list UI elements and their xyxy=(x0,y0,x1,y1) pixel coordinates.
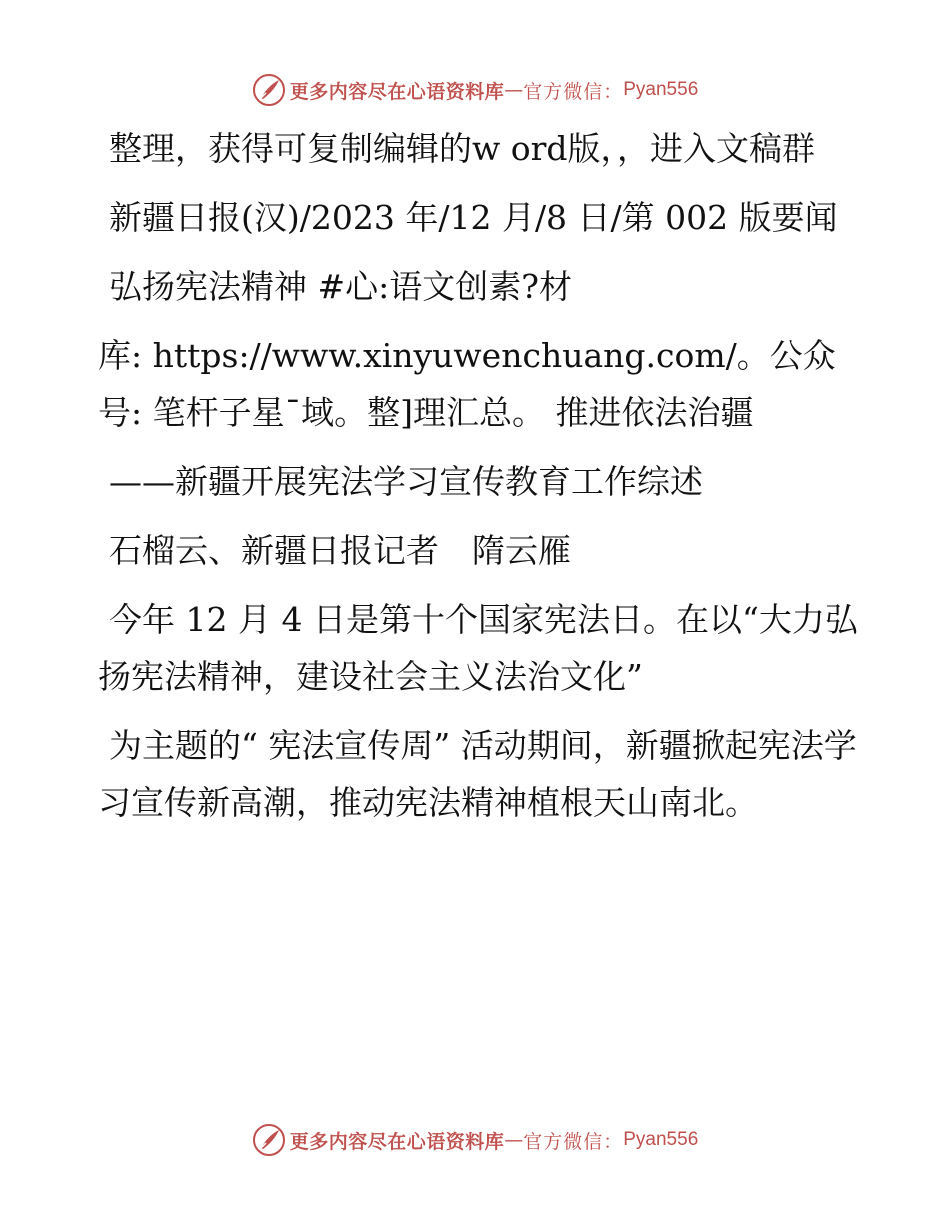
banner-wechat-id: Pyan556 xyxy=(623,79,699,100)
quill-pen-logo-icon xyxy=(252,73,286,107)
paragraph-subtitle: ——新疆开展宪法学习宣传教育工作综述 xyxy=(109,462,703,501)
document-body xyxy=(98,120,858,843)
paragraph-body-1: 今年 12 月 4 日是第十个国家宪法日。在以“大力弘扬宪法精神，建设社会主义法治文化” xyxy=(98,600,858,696)
quill-pen-logo-icon xyxy=(252,1123,286,1157)
paragraph-body-2: 为主题的“ 宪法宣传周” 活动期间，新疆掀起宪法学习宣传新高潮，推动宪法精神植根天山南北。 xyxy=(98,726,857,822)
banner-dash: — xyxy=(504,1129,524,1151)
banner-wechat-label: 官方微信： xyxy=(523,80,624,103)
paragraph-title-line: 弘扬宪法精神 #心:语文创素?材 xyxy=(109,267,572,306)
header-watermark-banner xyxy=(0,70,950,110)
banner-slogan: 更多内容尽在心语资料库 xyxy=(289,80,505,103)
paragraph-intro-note: 整理，获得可复制编辑的w ord版，，进入文稿群 xyxy=(109,129,816,168)
footer-watermark-banner xyxy=(0,1120,950,1160)
banner-wechat-id: Pyan556 xyxy=(623,1129,699,1150)
banner-dash: — xyxy=(504,79,524,101)
paragraph-watermark-url: 库: https://www.xinyuwenchuang.com/。公众号: 笔杆子星¯域。整]理汇总。 推进依法治疆 xyxy=(98,336,836,432)
banner-wechat-label: 官方微信： xyxy=(523,1130,624,1153)
paragraph-byline: 石榴云、新疆日报记者 隋云雁 xyxy=(109,531,571,570)
paragraph-source-line: 新疆日报(汉)/2023 年/12 月/8 日/第 002 版要闻 xyxy=(109,198,838,237)
banner-slogan: 更多内容尽在心语资料库 xyxy=(289,1130,505,1153)
